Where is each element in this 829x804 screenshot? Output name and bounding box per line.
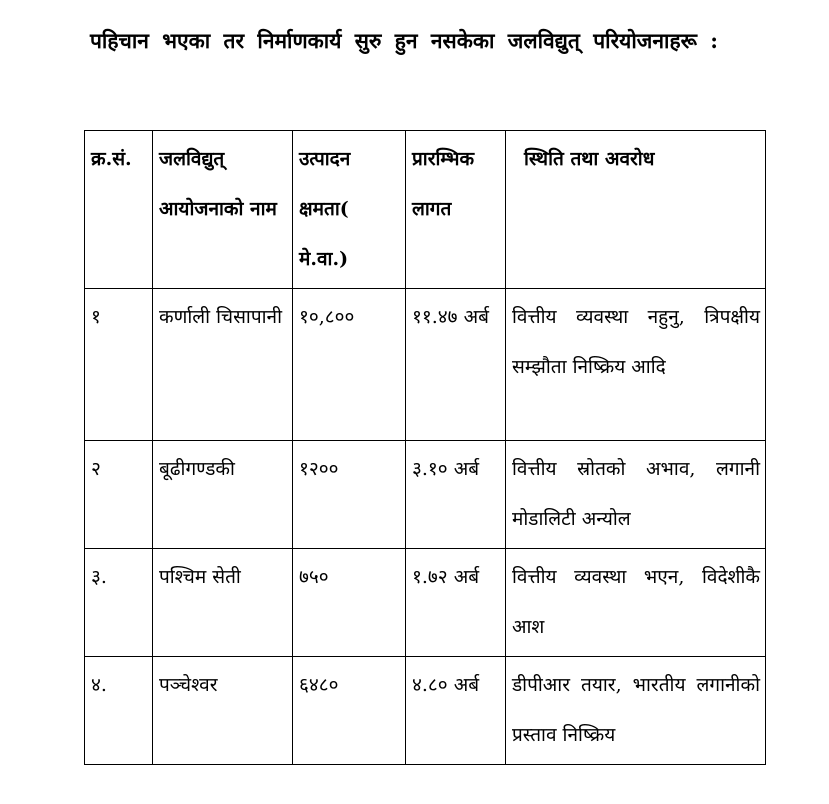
- header-status-obstacles: [506, 131, 766, 289]
- table-row: [85, 441, 766, 549]
- cell-status: वित्तीय व्यवस्था भएन, विदेशीकै आश: [506, 549, 766, 657]
- table-row: [85, 289, 766, 441]
- cell-initial-cost: १.७२ अर्ब: [406, 549, 506, 657]
- cell-project-name: पश्चिम सेती: [153, 549, 293, 657]
- cell-capacity: १२००: [293, 441, 406, 549]
- header-initial-cost: प्रारम्भिक लागत: [406, 131, 506, 289]
- hydropower-projects-table: [84, 130, 766, 765]
- cell-serial-number: ३.: [85, 549, 153, 657]
- cell-initial-cost: ३.१० अर्ब: [406, 441, 506, 549]
- cell-project-name: पञ्चेश्वर: [153, 657, 293, 765]
- cell-capacity: १०,८००: [293, 289, 406, 441]
- header-project-name: जलविद्युत् आयोजनाको नाम: [153, 131, 293, 289]
- cell-capacity: ६४८०: [293, 657, 406, 765]
- cell-status: वित्तीय स्रोतको अभाव, लगानी मोडालिटी अन्योल: [506, 441, 766, 549]
- cell-serial-number: १: [85, 289, 153, 441]
- header-serial-number: क्र.सं.: [85, 131, 153, 289]
- cell-capacity: ७५०: [293, 549, 406, 657]
- table-header-row: [85, 131, 766, 289]
- cell-status: डीपीआर तयार, भारतीय लगानीको प्रस्ताव निष्क्रिय: [506, 657, 766, 765]
- header-status-label: स्थिति तथा अवरोध: [524, 148, 655, 170]
- document-heading: पहिचान भएका तर निर्माणकार्य सुरु हुन नसकेका जलविद्युत् परियोजनाहरू :: [90, 28, 718, 53]
- table-row: [85, 657, 766, 765]
- cell-initial-cost: ११.४७ अर्ब: [406, 289, 506, 441]
- cell-status: वित्तीय व्यवस्था नहुनु, त्रिपक्षीय सम्झौता निष्क्रिय आदि: [506, 289, 766, 441]
- cell-initial-cost: ४.८० अर्ब: [406, 657, 506, 765]
- cell-project-name: बूढीगण्डकी: [153, 441, 293, 549]
- cell-serial-number: ४.: [85, 657, 153, 765]
- cell-serial-number: २: [85, 441, 153, 549]
- table-row: [85, 549, 766, 657]
- cell-project-name: कर्णाली चिसापानी: [153, 289, 293, 441]
- header-capacity: उत्पादन क्षमता( मे.वा.): [293, 131, 406, 289]
